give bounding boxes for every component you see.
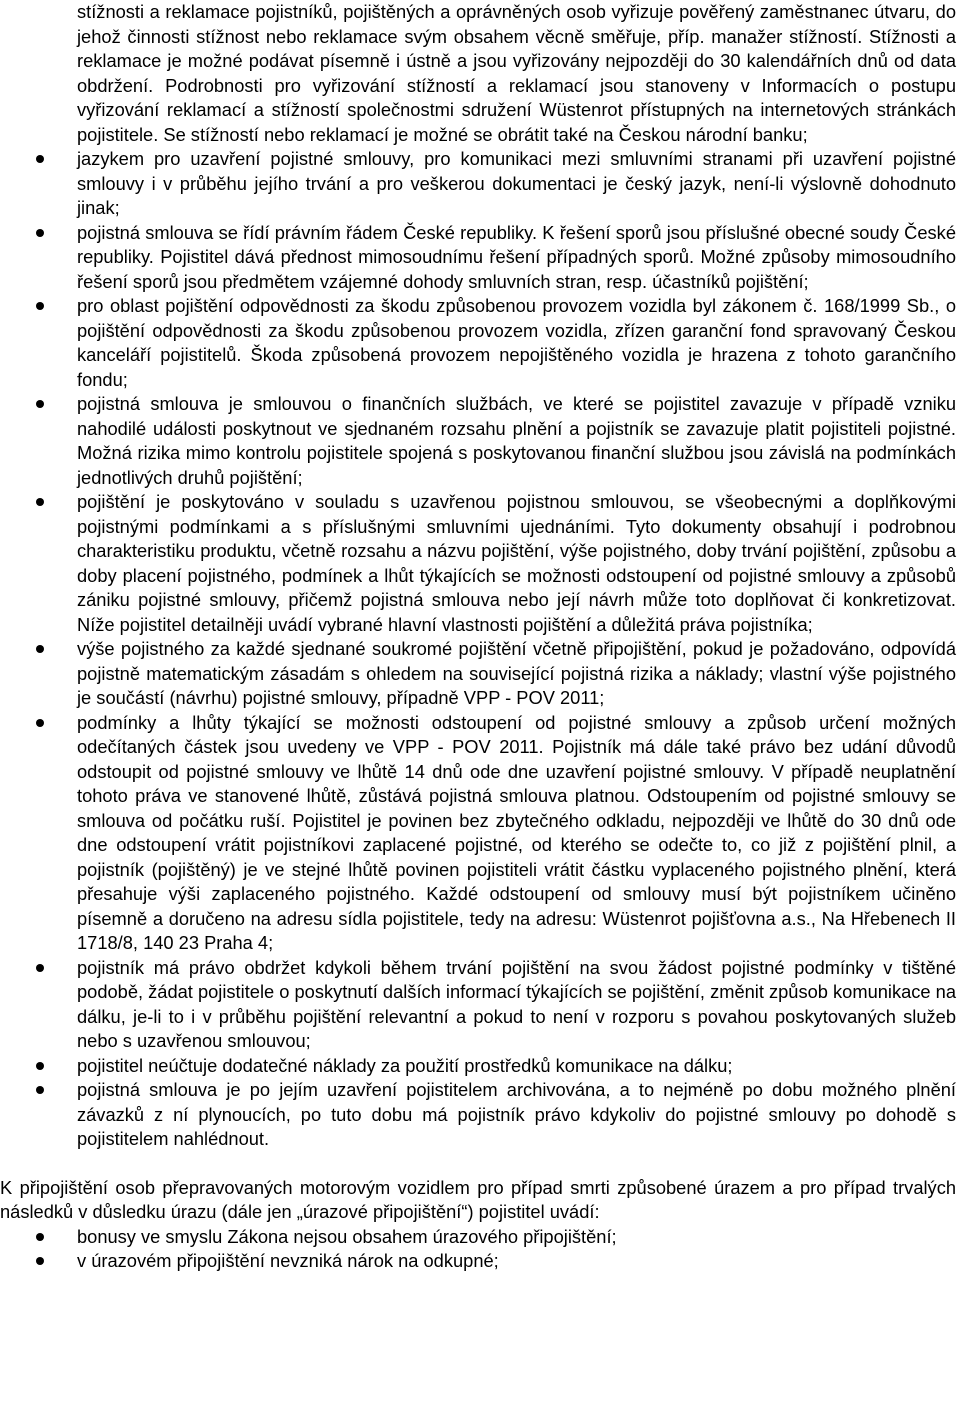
list-item bbox=[0, 1225, 960, 1250]
list-item-text: jazykem pro uzavření pojistné smlouvy, pro komunikaci mezi smluvními stranami při uzavření pojistné smlouvy i v průběhu jejího trvání a pro veškerou dokumentaci je český jazyk, není-li výslovně dohodnuto jinak; bbox=[77, 148, 956, 218]
bullet-icon bbox=[36, 1233, 44, 1241]
accident-insurance-list bbox=[0, 1225, 960, 1274]
bullet-icon bbox=[36, 1257, 44, 1265]
bullet-icon bbox=[36, 645, 44, 653]
list-item-text: pojistitel neúčtuje dodatečné náklady za použití prostředků komunikace na dálku; bbox=[77, 1054, 733, 1076]
list-item bbox=[0, 221, 960, 295]
bullet-icon bbox=[36, 498, 44, 506]
list-item-text: stížnosti a reklamace pojistníků, pojištěných a oprávněných osob vyřizuje pověřený zaměstnanec útvaru, do jehož činnosti stížnost nebo reklamace svým obsahem věcně směřuje, příp. manažer stížností. Stížnosti a reklamace je možné podávat písemně i ústně a jsou vyřizovány nejpozději do 30 kalendářních dnů od data obdržení. Podrobnosti pro vyřizování stížností a reklamací jsou stanoveny v Informacích o postupu vyřizování reklamací a stížností společnostmi sdružení Wüstenrot přístupných na internetových stránkách pojistitele. Se stížností nebo reklamací je možné se obrátit také na Českou národní banku; bbox=[77, 1, 956, 145]
list-item bbox=[0, 1078, 960, 1152]
list-item-text: pojistná smlouva se řídí právním řádem České republiky. K řešení sporů jsou příslušné obecné soudy České republiky. Pojistitel dává přednost mimosoudnímu řešení případných sporů. Možné způsoby mimosoudního řešení sporů jsou předmětem vzájemné dohody smluvních stran, resp. účastníků pojištění; bbox=[77, 221, 956, 292]
list-item bbox=[0, 1054, 960, 1079]
list-item-text: pojištění je poskytováno v souladu s uzavřenou pojistnou smlouvou, se všeobecnými a doplňkovými pojistnými podmínkami a s příslušnými smluvními ujednáními. Tyto dokumenty obsahují i podrobnou charakteristiku produktu, včetně rozsahu a názvu pojištění, výše pojistného, doby trvání pojištění, způsobu a doby placení pojistného, podmínek a lhůt týkajících se možnosti odstoupení od pojistné smlouvy a způsobů zániku pojistné smlouvy, přičemž pojistná smlouva nebo její návrh může toto doplňovat či konkretizovat. Níže pojistitel detailněji uvádí vybrané hlavní vlastnosti pojištění a důležitá práva pojistníka; bbox=[77, 491, 956, 635]
bullet-icon bbox=[36, 302, 44, 310]
list-item-text: pro oblast pojištění odpovědnosti za škodu způsobenou provozem vozidla byl zákonem č. 168/1999 Sb., o pojištění odpovědnosti za škodu způsobenou provozem vozidla, zřízen garanční fond spravovaný Českou kanceláří pojistitelů. Škoda způsobená provozem nepojištěného vozidla je hrazena z tohoto garančního fondu; bbox=[77, 295, 956, 390]
list-item bbox=[0, 392, 960, 490]
list-item bbox=[0, 0, 960, 147]
list-item bbox=[0, 294, 960, 392]
bullet-icon bbox=[36, 719, 44, 727]
list-item-text: bonusy ve smyslu Zákona nejsou obsahem úrazového připojištění; bbox=[77, 1225, 617, 1247]
list-item-text: výše pojistného za každé sjednané soukromé pojištění včetně připojištění, pokud je požadováno, odpovídá pojistně matematickým zásadám s ohledem na související pojistná rizika a náklady; vlastní výše pojistného je součástí (návrhu) pojistné smlouvy, případně VPP - POV 2011; bbox=[77, 638, 956, 708]
bullet-icon bbox=[36, 229, 44, 237]
list-item-text: podmínky a lhůty týkající se možnosti odstoupení od pojistné smlouvy a způsob určení možných odečítaných částek jsou uvedeny ve VPP - POV 2011. Pojistník má dále také právo bez udání důvodů odstoupit od pojistné smlouvy ve lhůtě 14 dnů ode dne uzavření pojistné smlouvy. V případě neuplatnění tohoto práva ve stanovené lhůtě, zůstává pojistná smlouva platnou. Odstoupením od pojistné smlouvy se smlouva od počátku ruší. Pojistitel je povinen bez zbytečného odkladu, nejpozději ve lhůtě do 30 dnů ode dne odstoupení vrátit pojistníkovi zaplacené pojistné, od kterého se odečte to, co již z pojištění plnil, a pojistník (pojištěný) je ve stejné lhůtě povinen pojistiteli vrátit částku vyplaceného pojistného plnění, která přesahuje výši zaplaceného pojistného. Každé odstoupení od smlouvy musí být pojistníkem učiněno písemně a doručeno na adresu sídla pojistitele, tedy na adresu: Wüstenrot pojišťovna a.s., Na Hřebenech II 1718/8, 140 23 Praha 4; bbox=[77, 711, 956, 953]
bullet-icon bbox=[36, 1062, 44, 1070]
list-item-text: pojistná smlouva je po jejím uzavření pojistitelem archivována, a to nejméně po dobu možného plnění závazků z ní plynoucích, po tuto dobu má pojistník právo kdykoliv do pojistné smlouvy po dohodě s pojistitelem nahlédnout. bbox=[77, 1079, 956, 1149]
bullet-icon bbox=[36, 964, 44, 972]
accident-insurance-paragraph: K připojištění osob přepravovaných motorovým vozidlem pro případ smrti způsobené úrazem a pro případ trvalých následků v důsledku úrazu (dále jen „úrazové připojištění“) pojistitel uvádí: bbox=[0, 1176, 956, 1222]
list-item-text: pojistná smlouva je smlouvou o finančních službách, ve které se pojistitel zavazuje v případě vzniku nahodilé události poskytnout ve sjednaném rozsahu plnění a pojistník se zavazuje platit pojistiteli pojistné. Možná rizika mimo kontrolu pojistitele spojená s poskytovanou finanční službou jsou závislá na podmínkách jednotlivých druhů pojištění; bbox=[77, 393, 956, 488]
list-item bbox=[0, 147, 960, 221]
list-item bbox=[0, 711, 960, 956]
list-item bbox=[0, 956, 960, 1054]
bullet-icon bbox=[36, 155, 44, 163]
list-item bbox=[0, 1249, 960, 1274]
list-item bbox=[0, 490, 960, 637]
list-item-text: v úrazovém připojištění nevzniká nárok na odkupné; bbox=[77, 1250, 499, 1271]
list-item bbox=[0, 637, 960, 711]
bullet-icon bbox=[36, 1086, 44, 1094]
bullet-icon bbox=[36, 400, 44, 408]
list-item-text: pojistník má právo obdržet kdykoli během trvání pojištění na svou žádost pojistné podmínky v tištěné podobě, žádat pojistitele o poskytnutí dalších informací týkajících se pojištění, změnit způsob komunikace na dálku, je-li to i v průběhu pojištění relevantní a pokud to není v rozporu s povahou poskytovaných služeb nebo s uzavřenou smlouvou; bbox=[77, 956, 956, 1051]
